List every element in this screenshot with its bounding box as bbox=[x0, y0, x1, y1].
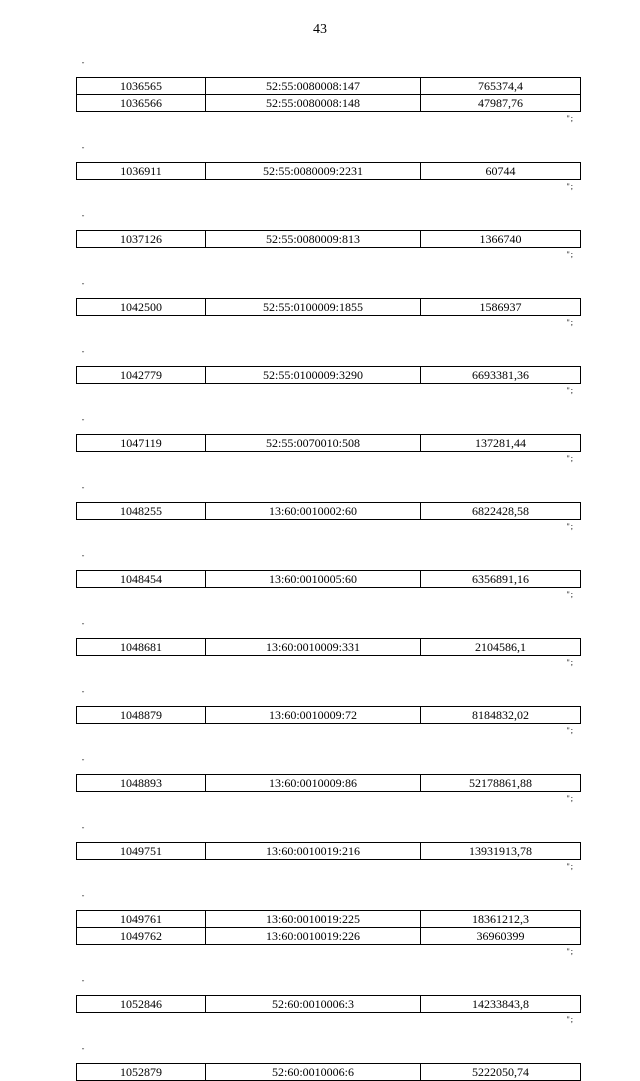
table-row bbox=[77, 435, 581, 452]
row-number-cell: 1048255 bbox=[77, 503, 206, 520]
parcel-table bbox=[76, 77, 581, 112]
parcel-table bbox=[76, 842, 581, 860]
opening-quote-mark: " bbox=[82, 555, 85, 561]
cadastral-value-cell: 765374,4 bbox=[421, 78, 581, 95]
parcel-table bbox=[76, 910, 581, 945]
closing-quote-mark: "; bbox=[566, 522, 574, 531]
row-number-cell: 1036565 bbox=[77, 78, 206, 95]
cadastral-value-cell: 5222050,74 bbox=[421, 1064, 581, 1081]
opening-quote-mark: " bbox=[82, 895, 85, 901]
opening-quote-mark: " bbox=[82, 487, 85, 493]
closing-quote-mark: "; bbox=[566, 182, 574, 191]
row-number-cell: 1042779 bbox=[77, 367, 206, 384]
opening-quote-mark: " bbox=[82, 691, 85, 697]
closing-quote-mark: "; bbox=[566, 386, 574, 395]
parcel-table bbox=[76, 230, 581, 248]
row-number-cell: 1048893 bbox=[77, 775, 206, 792]
closing-quote-mark: "; bbox=[566, 1015, 574, 1024]
parcel-table bbox=[76, 638, 581, 656]
cadastral-value-cell: 47987,76 bbox=[421, 95, 581, 112]
cadastral-number-cell: 52:55:0100009:3290 bbox=[206, 367, 421, 384]
opening-quote-mark: " bbox=[82, 62, 85, 68]
row-number-cell: 1049751 bbox=[77, 843, 206, 860]
parcel-table bbox=[76, 298, 581, 316]
cadastral-number-cell: 13:60:0010009:86 bbox=[206, 775, 421, 792]
row-number-cell: 1042500 bbox=[77, 299, 206, 316]
table-row bbox=[77, 775, 581, 792]
cadastral-value-cell: 137281,44 bbox=[421, 435, 581, 452]
row-number-cell: 1047119 bbox=[77, 435, 206, 452]
table-row bbox=[77, 78, 581, 95]
page-number: 43 bbox=[313, 22, 327, 37]
opening-quote-mark: " bbox=[82, 1048, 85, 1054]
closing-quote-mark: "; bbox=[566, 658, 574, 667]
parcel-table bbox=[76, 366, 581, 384]
row-number-cell: 1052879 bbox=[77, 1064, 206, 1081]
table-row bbox=[77, 367, 581, 384]
cadastral-number-cell: 52:55:0080009:813 bbox=[206, 231, 421, 248]
table-row bbox=[77, 639, 581, 656]
closing-quote-mark: "; bbox=[566, 947, 574, 956]
table-row bbox=[77, 911, 581, 928]
table-row bbox=[77, 231, 581, 248]
closing-quote-mark: "; bbox=[566, 726, 574, 735]
opening-quote-mark: " bbox=[82, 827, 85, 833]
table-row bbox=[77, 996, 581, 1013]
cadastral-value-cell: 6822428,58 bbox=[421, 503, 581, 520]
opening-quote-mark: " bbox=[82, 147, 85, 153]
table-row bbox=[77, 163, 581, 180]
table-row bbox=[77, 503, 581, 520]
parcel-table bbox=[76, 995, 581, 1013]
cadastral-value-cell: 52178861,88 bbox=[421, 775, 581, 792]
parcel-table bbox=[76, 774, 581, 792]
cadastral-value-cell: 60744 bbox=[421, 163, 581, 180]
opening-quote-mark: " bbox=[82, 980, 85, 986]
opening-quote-mark: " bbox=[82, 351, 85, 357]
table-row bbox=[77, 95, 581, 112]
cadastral-value-cell: 6356891,16 bbox=[421, 571, 581, 588]
row-number-cell: 1036566 bbox=[77, 95, 206, 112]
parcel-table bbox=[76, 162, 581, 180]
cadastral-number-cell: 52:60:0010006:3 bbox=[206, 996, 421, 1013]
cadastral-value-cell: 1366740 bbox=[421, 231, 581, 248]
closing-quote-mark: "; bbox=[566, 318, 574, 327]
cadastral-value-cell: 13931913,78 bbox=[421, 843, 581, 860]
opening-quote-mark: " bbox=[82, 419, 85, 425]
cadastral-number-cell: 52:55:0080008:147 bbox=[206, 78, 421, 95]
table-row bbox=[77, 843, 581, 860]
row-number-cell: 1049762 bbox=[77, 928, 206, 945]
cadastral-value-cell: 14233843,8 bbox=[421, 996, 581, 1013]
closing-quote-mark: "; bbox=[566, 590, 574, 599]
opening-quote-mark: " bbox=[82, 283, 85, 289]
closing-quote-mark: "; bbox=[566, 114, 574, 123]
table-row bbox=[77, 299, 581, 316]
cadastral-number-cell: 13:60:0010009:331 bbox=[206, 639, 421, 656]
parcel-table bbox=[76, 570, 581, 588]
parcel-table bbox=[76, 502, 581, 520]
row-number-cell: 1036911 bbox=[77, 163, 206, 180]
opening-quote-mark: " bbox=[82, 759, 85, 765]
row-number-cell: 1052846 bbox=[77, 996, 206, 1013]
table-row bbox=[77, 707, 581, 724]
table-row bbox=[77, 1064, 581, 1081]
cadastral-value-cell: 18361212,3 bbox=[421, 911, 581, 928]
parcel-table bbox=[76, 434, 581, 452]
row-number-cell: 1048681 bbox=[77, 639, 206, 656]
opening-quote-mark: " bbox=[82, 623, 85, 629]
cadastral-number-cell: 13:60:0010019:226 bbox=[206, 928, 421, 945]
cadastral-number-cell: 13:60:0010002:60 bbox=[206, 503, 421, 520]
cadastral-value-cell: 1586937 bbox=[421, 299, 581, 316]
parcel-table bbox=[76, 1063, 581, 1081]
row-number-cell: 1049761 bbox=[77, 911, 206, 928]
cadastral-number-cell: 13:60:0010009:72 bbox=[206, 707, 421, 724]
closing-quote-mark: "; bbox=[566, 794, 574, 803]
cadastral-number-cell: 13:60:0010019:225 bbox=[206, 911, 421, 928]
table-row bbox=[77, 928, 581, 945]
opening-quote-mark: " bbox=[82, 215, 85, 221]
cadastral-value-cell: 36960399 bbox=[421, 928, 581, 945]
cadastral-value-cell: 2104586,1 bbox=[421, 639, 581, 656]
row-number-cell: 1048454 bbox=[77, 571, 206, 588]
cadastral-number-cell: 13:60:0010005:60 bbox=[206, 571, 421, 588]
cadastral-value-cell: 6693381,36 bbox=[421, 367, 581, 384]
table-row bbox=[77, 571, 581, 588]
row-number-cell: 1037126 bbox=[77, 231, 206, 248]
parcel-table bbox=[76, 706, 581, 724]
cadastral-number-cell: 52:55:0100009:1855 bbox=[206, 299, 421, 316]
cadastral-number-cell: 52:55:0080009:2231 bbox=[206, 163, 421, 180]
cadastral-number-cell: 52:55:0070010:508 bbox=[206, 435, 421, 452]
cadastral-number-cell: 52:60:0010006:6 bbox=[206, 1064, 421, 1081]
row-number-cell: 1048879 bbox=[77, 707, 206, 724]
cadastral-number-cell: 13:60:0010019:216 bbox=[206, 843, 421, 860]
cadastral-number-cell: 52:55:0080008:148 bbox=[206, 95, 421, 112]
closing-quote-mark: "; bbox=[566, 454, 574, 463]
cadastral-value-cell: 8184832,02 bbox=[421, 707, 581, 724]
closing-quote-mark: "; bbox=[566, 862, 574, 871]
closing-quote-mark: "; bbox=[566, 250, 574, 259]
